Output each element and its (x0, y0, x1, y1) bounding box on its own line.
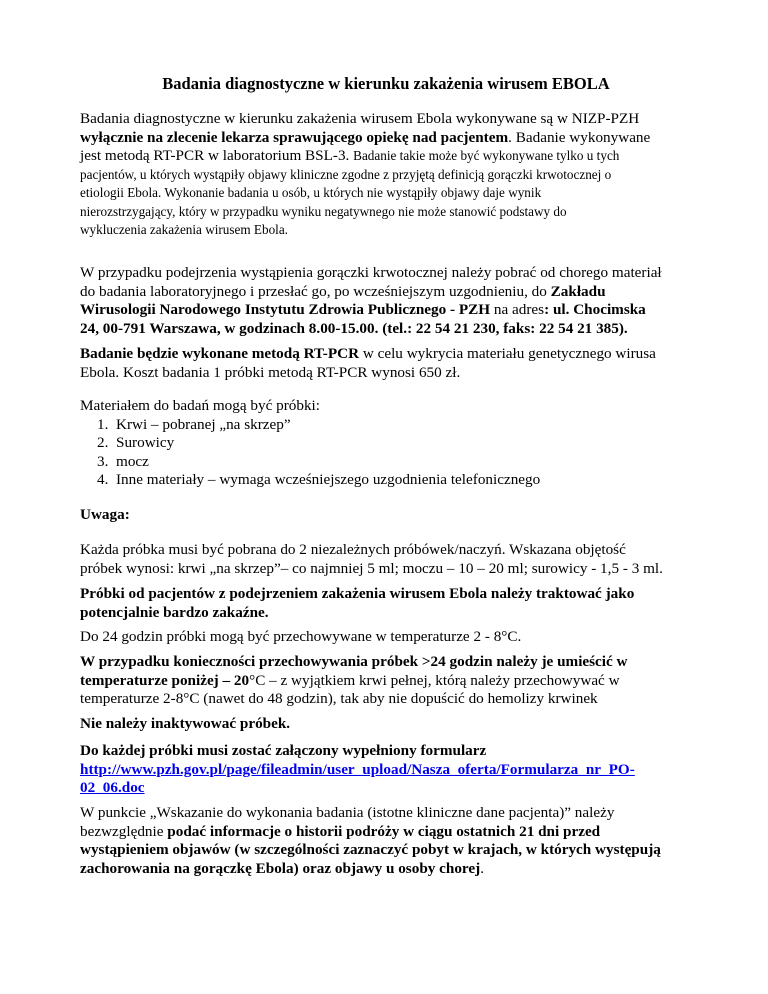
text-line (80, 823, 692, 842)
form-paragraph (80, 742, 692, 798)
infectious-warning (80, 585, 692, 622)
text-line: Badania diagnostyczne w kierunku zakażenia wirusem Ebola wykonywane są w NIZP-PZH (80, 110, 640, 127)
text-span: bezwzględnie (80, 822, 168, 840)
bold-text: temperaturze poniżej – 20 (80, 671, 250, 689)
list-text: Inne materiały – wymaga wcześniejszego uzgodnienia telefonicznego (116, 471, 541, 488)
list-text: mocz (116, 452, 149, 470)
materials-section (80, 397, 692, 490)
text-line: temperaturze 2-8°C (nawet do 48 godzin), tak aby nie dopuścić do hemolizy krwinek (80, 690, 598, 707)
text-span: . (480, 859, 484, 877)
text-line: pacjentów, u których wystąpiły objawy kliniczne zgodne z przyjętą definicją gorączki krwotocznej o (80, 166, 612, 182)
list-item (80, 416, 692, 435)
form-link[interactable]: http://www.pzh.gov.pl/page/fileadmin/user_upload/Nasza_oferta/Formularza_nr_PO- (80, 760, 635, 778)
text-line: etiologii Ebola. Wykonanie badania u osób, u których nie wystąpiły objawy daje wynik (80, 185, 542, 200)
long-storage-paragraph (80, 653, 692, 709)
materials-intro: Materiałem do badań mogą być próbki: (80, 397, 320, 414)
bold-text: wystąpieniem objawów (w szczególności zaznaczyć pobyt w krajach, w których występują (80, 841, 661, 858)
text-line: W punkcie „Wskazanie do wykonania badania (istotne kliniczne dane pacjenta)” należy (80, 804, 615, 821)
text-line (80, 320, 692, 339)
list-text: Surowicy (116, 434, 175, 451)
text-line: nierozstrzygający, który w przypadku wyniku negatywnego nie może stanowić podstawy do (80, 203, 567, 219)
bold-text: zachorowania na gorączkę Ebola) oraz objawy u osoby chorej (80, 859, 481, 877)
text-span: . Badanie wykonywane (508, 128, 651, 146)
text-line (80, 345, 692, 364)
bold-text: potencjalnie bardzo zakaźne. (80, 603, 269, 621)
text-line (80, 653, 692, 672)
text-line (80, 841, 692, 860)
text-line (80, 283, 692, 302)
text-line: wykluczenia zakażenia wirusem Ebola. (80, 222, 288, 237)
bold-text: podać informacje o historii podróży w ciągu ostatnich 21 dni przed (167, 822, 601, 840)
bold-text: Zakładu (550, 282, 606, 300)
text-span: °C – z wyjątkiem krwi pełnej, którą należy przechowywać w (249, 671, 620, 689)
materials-list (80, 416, 692, 490)
bold-text: 24, 00-791 Warszawa, w godzinach 8.00-15.00. (tel.: 22 54 21 230, faks: 22 54 21 385). (80, 319, 628, 337)
text-line (80, 761, 692, 780)
text-line (80, 604, 692, 623)
list-item (80, 453, 692, 472)
intro-paragraph (80, 110, 692, 240)
text-line: Ebola. Koszt badania 1 próbki metodą RT-PCR wynosi 650 zł. (80, 363, 461, 381)
text-line: próbek wynosi: krwi „na skrzep”– co najmniej 5 ml; moczu – 10 – 20 ml; surowicy - 1,5 - 3 ml. (80, 559, 663, 577)
text-line (80, 672, 692, 691)
text-line: W przypadku podejrzenia wystąpienia gorączki krwotocznej należy pobrać od chorego materiał (80, 264, 662, 281)
text-span: Badanie takie może być wykonywane tylko u tych (353, 148, 620, 163)
text-span: do badania laboratoryjnego i przesłać go, po wcześniejszym uzgodnieniu, do (80, 282, 551, 300)
text-span: jest metodą RT-PCR w laboratorium BSL-3. (80, 147, 354, 164)
note-heading (80, 506, 692, 525)
volume-paragraph (80, 541, 692, 578)
form-link-continued[interactable]: 02_06.doc (80, 779, 145, 796)
text-line: Do 24 godzin próbki mogą być przechowywane w temperaturze 2 - 8°C. (80, 628, 522, 645)
travel-history-paragraph (80, 804, 692, 878)
list-number: 3. (97, 452, 109, 470)
document-title: Badania diagnostyczne w kierunku zakażenia wirusem EBOLA (162, 74, 610, 93)
list-number: 1. (97, 415, 109, 433)
bold-text: Wirusologii Narodowego Instytutu Zdrowia Publicznego - PZH (80, 301, 491, 318)
text-span: na adres (490, 301, 545, 318)
text-line: Każda próbka musi być pobrana do 2 niezależnych próbówek/naczyń. Wskazana objętość (80, 541, 626, 558)
bold-text: wyłącznie na zlecenie lekarza sprawującego opiekę nad pacjentem (80, 128, 509, 146)
bold-text: Próbki od pacjentów z podejrzeniem zakażenia wirusem Ebola należy traktować jako (80, 585, 635, 602)
bold-text: Nie należy inaktywować próbek. (80, 715, 291, 732)
text-line (80, 742, 692, 761)
bold-text: Do każdej próbki musi zostać załączony wypełniony formularz (80, 742, 487, 759)
bold-text: Uwaga: (80, 506, 130, 523)
list-item (80, 434, 692, 453)
bold-text: W przypadku konieczności przechowywania próbek >24 godzin należy je umieścić w (80, 653, 628, 670)
text-line (80, 860, 692, 879)
storage-paragraph (80, 628, 692, 647)
method-paragraph (80, 345, 692, 382)
text-line (80, 779, 692, 798)
contact-paragraph (80, 264, 692, 338)
text-span: w celu wykrycia materiału genetycznego wirusa (359, 345, 656, 362)
text-line (80, 147, 692, 166)
text-line (80, 585, 692, 604)
text-line (80, 301, 692, 320)
list-number: 2. (97, 434, 109, 451)
list-item (80, 471, 692, 490)
list-text: Krwi – pobranej „na skrzep” (116, 415, 291, 433)
bold-text: : ul. Chocimska (544, 301, 646, 318)
text-line (80, 129, 692, 148)
no-inactivation-paragraph (80, 715, 692, 734)
list-number: 4. (97, 471, 109, 488)
bold-text: Badanie będzie wykonane metodą RT-PCR (80, 345, 360, 362)
